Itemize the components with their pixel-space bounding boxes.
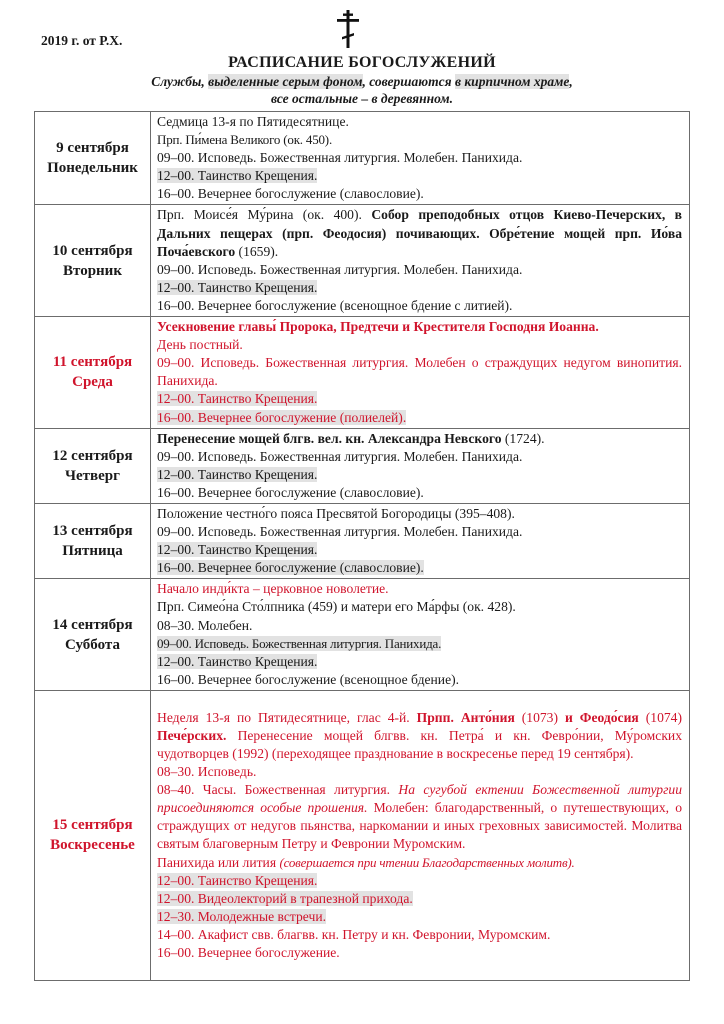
service-line: Положение честно́го пояса Пресвятой Богородицы (395–408). (157, 505, 515, 521)
page-subtitle (0, 73, 724, 107)
service-line: 08–30. Исповедь. (157, 764, 257, 780)
service-line: 16–00. Вечернее богослужение (славословие). (157, 186, 424, 202)
services-cell (151, 579, 690, 691)
day-weekday: Вторник (63, 262, 122, 279)
table-row-sep-13 (35, 503, 690, 578)
day-date: 13 сентября (52, 523, 133, 540)
brick-church-highlight: 16–00. Вечернее богослужение (полиелей). (157, 409, 407, 425)
subtitle-text: Службы, (151, 74, 209, 89)
services-cell (151, 317, 690, 429)
orthodox-cross-icon (336, 10, 360, 48)
service-line: 16–00. Вечернее богослужение. (157, 944, 340, 960)
brick-church-highlight: 12–30. Молодежные встречи. (157, 908, 326, 924)
service-line: 08–30. Молебен. (157, 617, 253, 633)
services-cell (151, 690, 690, 980)
subtitle-text: , совершаются (362, 74, 455, 89)
page-title: РАСПИСАНИЕ БОГОСЛУЖЕНИЙ (228, 54, 496, 71)
service-line: 09–00. Исповедь. Божественная литургия. Молебен. Панихида. (157, 524, 523, 540)
table-row-sep-14 (35, 579, 690, 691)
day-date: 14 сентября (52, 616, 133, 633)
day-date: 15 сентября (52, 817, 133, 834)
day-weekday: Среда (72, 374, 113, 391)
brick-church-highlight: 12–00. Таинство Крещения. (157, 391, 318, 407)
service-line: 14–00. Акафист свв. благвв. кн. Петру и кн. Февронии, Муромским. (157, 926, 551, 942)
service-line: Панихида или лития (совершается при чтении Благодарственных молитв). (157, 854, 575, 870)
table-row-sep-12 (35, 428, 690, 503)
subtitle-line2: все остальные – в деревянном. (271, 91, 453, 106)
day-weekday: Пятница (62, 543, 123, 560)
service-line: 16–00. Вечернее богослужение (всенощное бдение с литией). (157, 297, 513, 313)
service-line: 09–00. Исповедь. Божественная литургия. Молебен. Панихида. (157, 448, 523, 464)
subtitle-highlight-grey: выделенные серым фоном (208, 74, 363, 89)
service-line (157, 390, 682, 408)
service-line: 16–00. Вечернее богослужение (славословие). (157, 484, 424, 500)
day-cell (35, 112, 151, 205)
brick-church-highlight: 09–00. Исповедь. Божественная литургия. Панихида. (157, 635, 442, 651)
day-cell (35, 205, 151, 317)
service-line (157, 908, 682, 926)
day-date: 9 сентября (56, 140, 129, 157)
service-line: 09–00. Исповедь. Божественная литургия. Молебен о страждущих недугом винопития. Панихида. (157, 355, 682, 389)
service-line: Седмица 13-я по Пятидесятнице. (157, 114, 349, 129)
feast-title: Усекновение главы́ Пророка, Предтечи и Крестителя Господня Иоанна. (157, 319, 599, 335)
day-cell (35, 690, 151, 980)
day-cell (35, 428, 151, 503)
service-line: Перенесение мощей блгв. вел. кн. Александра Невского (1724). (157, 430, 545, 446)
day-weekday: Суббота (65, 636, 120, 653)
services-cell (151, 428, 690, 503)
feast-note: Начало инди́кта – церковное новолетие. (157, 581, 389, 597)
brick-church-highlight: 12–00. Таинство Крещения. (157, 872, 318, 888)
services-cell (151, 112, 690, 205)
day-date: 12 сентября (52, 447, 133, 464)
brick-church-highlight: 12–00. Таинство Крещения. (157, 466, 318, 482)
services-cell (151, 503, 690, 578)
service-line: 09–00. Исповедь. Божественная литургия. Молебен. Панихида. (157, 261, 523, 277)
feast-title: Неделя 13-я по Пятидесятнице, глас 4-й. Прпп. Анто́ния (1073) и Феодо́сия (1074) Пече́рских. Перенесение мощей блгвв. кн. Петра́ и кн. Февро́нии, Му́ромских чудотворцев (1992) (переходящее празднование в воскресенье перед 19 сентября). (157, 709, 682, 761)
day-cell (35, 579, 151, 691)
service-line (157, 635, 682, 653)
day-cell (35, 317, 151, 429)
service-line: Прп. Пи́мена Великого (ок. 450). (157, 132, 332, 148)
service-line: 09–00. Исповедь. Божественная литургия. Молебен. Панихида. (157, 150, 523, 166)
day-weekday: Четверг (65, 467, 120, 484)
service-line: Прп. Симео́на Сто́лпника (459) и матери его Ма́рфы (ок. 428). (157, 599, 516, 615)
table-row-sep-11 (35, 317, 690, 429)
brick-church-highlight: 16–00. Вечернее богослужение (славословие). (157, 560, 424, 576)
brick-church-highlight: 12–00. Таинство Крещения. (157, 279, 318, 295)
service-line: 16–00. Вечернее богослужение (всенощное бдение). (157, 671, 460, 687)
brick-church-highlight: 12–00. Таинство Крещения. (157, 542, 318, 558)
day-weekday: Воскресенье (50, 837, 135, 854)
year-label: 2019 г. от Р.Х. (41, 33, 123, 48)
service-line (157, 466, 682, 484)
service-line (157, 559, 682, 577)
table-row-sep-10 (35, 205, 690, 317)
service-line (157, 541, 682, 559)
subtitle-text: , (569, 74, 573, 89)
day-weekday: Понедельник (47, 160, 138, 177)
brick-church-highlight: 12–00. Видеолекторий в трапезной прихода. (157, 890, 413, 906)
day-cell (35, 503, 151, 578)
service-line (157, 167, 682, 185)
table-row-sep-9 (35, 112, 690, 205)
services-cell (151, 205, 690, 317)
subtitle-highlight-brick: в кирпичном храме (454, 74, 570, 89)
table-row-sep-15 (35, 690, 690, 980)
service-line: 08–40. Часы. Божественная литургия. На сугубой ектении Божественной литургии присоединяются особые прошения. Молебен: благодарственный, о путешествующих, о страждущих от недугов пьянства, наркомании и иных греховных зависимостей. Молитва святым благоверным Петру и Февронии Муромским. (157, 782, 683, 852)
service-line (157, 653, 682, 671)
brick-church-highlight: 12–00. Таинство Крещения. (157, 653, 318, 669)
service-line: День постный. (157, 337, 243, 353)
day-date: 11 сентября (52, 354, 133, 371)
service-line (157, 890, 682, 908)
service-line (157, 409, 682, 427)
service-line: Прп. Моисе́я Му́рина (ок. 400). Собор преподобных отцов Киево-Печерских, в Дальних пещерах (прп. Феодосия) почивающих. Обре́тение мощей прп. Ио́ва Поча́евского (1659). (157, 207, 683, 259)
day-date: 10 сентября (52, 242, 133, 259)
brick-church-highlight: 12–00. Таинство Крещения. (157, 168, 318, 184)
service-line (157, 279, 682, 297)
service-line (157, 872, 682, 890)
schedule-table (34, 111, 690, 981)
